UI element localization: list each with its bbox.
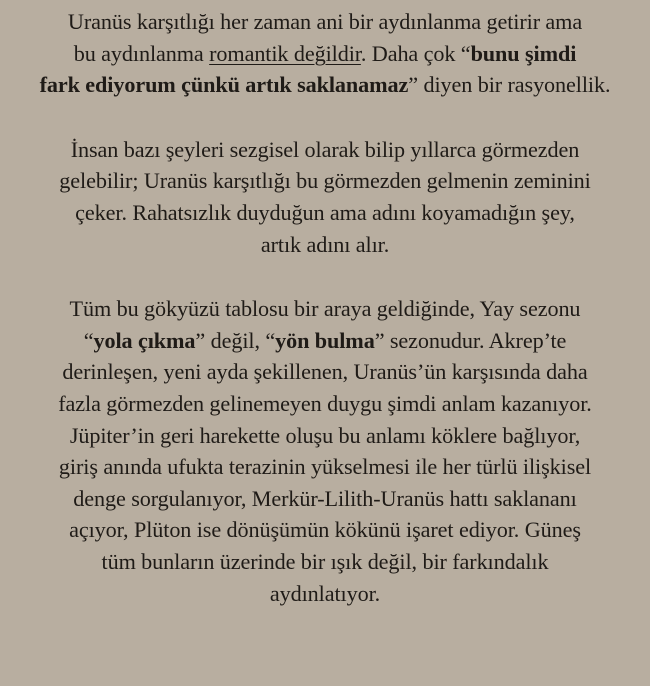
- text-run: Uranüs karşıtlığı her zaman ani bir aydınlanma getirir ama: [67, 9, 583, 34]
- text-line: [10, 6, 640, 38]
- text-run: artık adını alır.: [260, 231, 390, 257]
- bold-phrase: bunu şimdi: [470, 40, 577, 66]
- paragraph-1: [10, 6, 640, 101]
- text-line: [10, 134, 640, 166]
- text-run: . Daha çok “: [360, 40, 471, 66]
- text-line: [10, 420, 640, 452]
- text-line: [10, 546, 640, 578]
- text-run: fazla görmezden gelinemeyen duygu şimdi anlam kazanıyor.: [58, 390, 592, 416]
- bold-phrase: yola çıkma: [93, 327, 196, 353]
- text-line: [10, 38, 640, 70]
- text-line: [10, 578, 640, 610]
- text-line: [10, 451, 640, 483]
- text-line: [10, 514, 640, 546]
- text-run: Jüpiter’in geri harekette oluşu bu anlamı köklere bağlıyor,: [69, 422, 581, 448]
- text-run: giriş anında ufukta terazinin yükselmesi ile her türlü ilişkisel: [58, 454, 592, 480]
- bold-phrase: yön bulma: [275, 327, 375, 353]
- text-run: ” diyen bir rasyonellik.: [408, 72, 611, 98]
- text-run: aydınlatıyor.: [269, 580, 381, 606]
- text-run: gelebilir; Uranüs karşıtlığı bu görmezden gelmenin zeminini: [59, 168, 591, 194]
- text-line: [10, 165, 640, 197]
- text-line: [10, 356, 640, 388]
- text-run: bu aydınlanma: [73, 40, 210, 66]
- text-run: çeker. Rahatsızlık duyduğun ama adını koyamadığın şey,: [75, 199, 575, 225]
- text-line: [10, 69, 640, 101]
- text-line: [10, 483, 640, 515]
- text-line: [10, 229, 640, 261]
- text-run: “: [83, 327, 94, 353]
- text-run: İnsan bazı şeyleri sezgisel olarak bilip yıllarca görmezden: [70, 136, 580, 162]
- bold-phrase: fark ediyorum çünkü artık saklanamaz: [39, 72, 409, 98]
- text-line: [10, 293, 640, 325]
- paragraph-3: [10, 293, 640, 609]
- text-line: [10, 325, 640, 357]
- text-run: derinleşen, yeni ayda şekillenen, Uranüs’ün karşısında daha: [62, 359, 588, 385]
- text-run: ” değil, “: [195, 327, 276, 353]
- text-run: tüm bunların üzerinde bir ışık değil, bir farkındalık: [101, 548, 549, 574]
- text-run: Tüm bu gökyüzü tablosu bir araya geldiğinde, Yay sezonu: [69, 296, 581, 322]
- text-line: [10, 388, 640, 420]
- text-run: açıyor, Plüton ise dönüşümün kökünü işaret ediyor. Güneş: [69, 517, 581, 543]
- text-line: [10, 197, 640, 229]
- text-run: ” sezonudur. Akrep’te: [374, 327, 567, 353]
- text-run: denge sorgulanıyor, Merkür-Lilith-Uranüs hattı saklananı: [73, 485, 577, 511]
- paragraph-2: [10, 134, 640, 260]
- underlined-phrase: romantik değildir: [209, 40, 361, 66]
